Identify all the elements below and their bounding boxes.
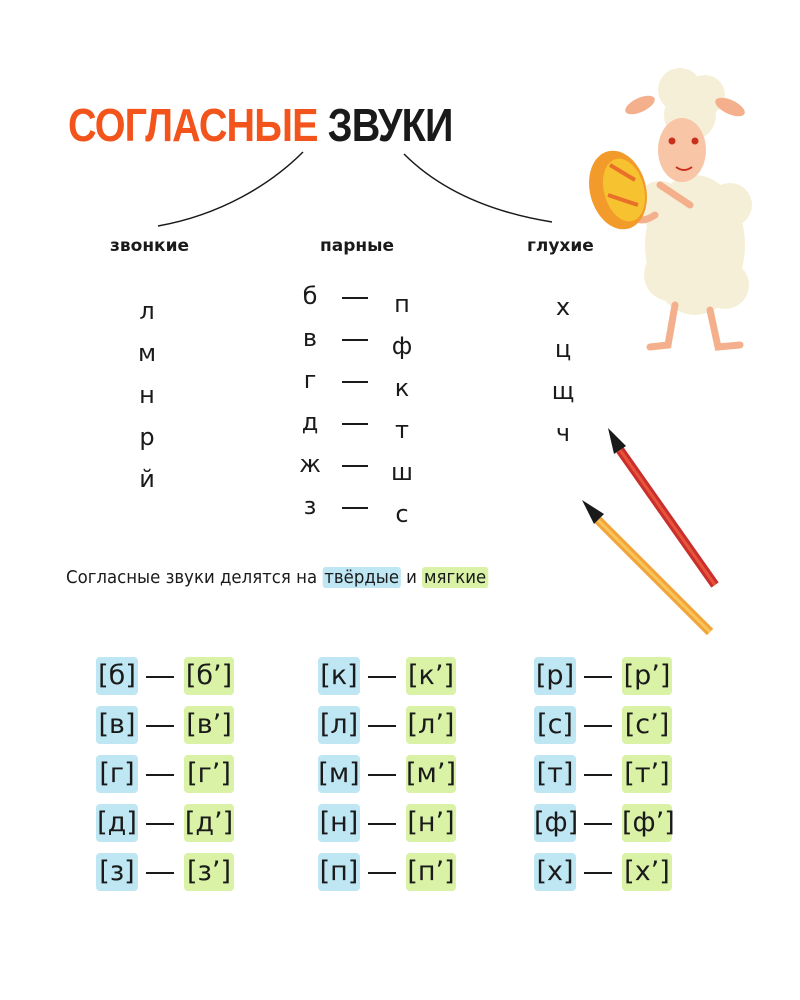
sound-pair-row xyxy=(96,804,246,844)
paired-voiceless-letter: с xyxy=(395,500,409,528)
pair-dash xyxy=(342,423,368,425)
pair-dash xyxy=(146,872,174,874)
sound-pair-row xyxy=(96,657,246,697)
paired-voiceless-letter: ш xyxy=(391,458,413,486)
pair-dash xyxy=(146,676,174,678)
pair-dash xyxy=(342,339,368,341)
voiceless-letter: ц xyxy=(554,335,572,363)
hard-sound: [д] xyxy=(96,804,138,842)
heading-voiceless: глухие xyxy=(527,236,594,256)
paired-voiceless-letter: п xyxy=(394,290,410,318)
heading-voiced: звонкие xyxy=(110,236,190,256)
voiceless-letter: ч xyxy=(555,419,571,447)
letter-pair xyxy=(298,324,418,364)
paired-voiced-letter: з xyxy=(303,492,317,520)
pencils-illustration xyxy=(570,420,730,640)
pair-dash xyxy=(584,725,612,727)
pair-dash xyxy=(368,823,396,825)
paired-voiced-letter: ж xyxy=(299,450,321,478)
letter-pair xyxy=(298,450,418,490)
voiceless-letter: х xyxy=(555,293,571,321)
pair-dash xyxy=(584,774,612,776)
hard-sound: [к] xyxy=(318,657,360,695)
voiced-letter: м xyxy=(137,339,157,367)
soft-sound: [с’] xyxy=(622,706,672,744)
pair-dash xyxy=(342,297,368,299)
pair-dash xyxy=(584,676,612,678)
division-sentence xyxy=(66,567,488,588)
pair-dash xyxy=(368,725,396,727)
pair-dash xyxy=(584,823,612,825)
soft-sound: [р’] xyxy=(622,657,672,695)
pair-dash xyxy=(342,507,368,509)
voiced-letters-list xyxy=(132,290,162,500)
branch-line-left xyxy=(158,152,303,226)
soft-sound: [х’] xyxy=(622,853,672,891)
sound-pair-row xyxy=(318,804,468,844)
soft-sound: [н’] xyxy=(406,804,456,842)
pair-dash xyxy=(146,774,174,776)
hard-sound: [н] xyxy=(318,804,360,842)
hard-sound: [м] xyxy=(318,755,360,793)
pair-dash xyxy=(342,465,368,467)
hard-sound: [ф] xyxy=(534,804,576,842)
soft-sound: [п’] xyxy=(406,853,456,891)
voiced-letter: л xyxy=(139,297,155,325)
soft-sound: [к’] xyxy=(406,657,456,695)
heading-paired: парные xyxy=(320,236,395,256)
hard-sound: [б] xyxy=(96,657,138,695)
sound-pair-row xyxy=(96,755,246,795)
paired-voiceless-letter: ф xyxy=(391,332,413,360)
pair-dash xyxy=(368,872,396,874)
soft-sound: [з’] xyxy=(184,853,234,891)
soft-sound: [б’] xyxy=(184,657,234,695)
letter-pair xyxy=(298,282,418,322)
voiced-letter: й xyxy=(139,465,155,493)
soft-sound: [ф’] xyxy=(622,804,672,842)
hard-sound: [л] xyxy=(318,706,360,744)
soft-sound: [т’] xyxy=(622,755,672,793)
paired-voiceless-letter: к xyxy=(394,374,410,402)
letter-pair xyxy=(298,408,418,448)
hard-sound: [т] xyxy=(534,755,576,793)
paired-voiceless-letter: т xyxy=(395,416,409,444)
orange-pencil-illustration xyxy=(582,500,710,632)
hard-sound: [х] xyxy=(534,853,576,891)
sound-pair-row xyxy=(318,657,468,697)
sound-pair-row xyxy=(534,755,684,795)
hard-word: твёрдые xyxy=(324,567,400,588)
soft-sound: [в’] xyxy=(184,706,234,744)
letter-pair xyxy=(298,492,418,532)
sheep-illustration xyxy=(580,55,760,365)
pair-dash xyxy=(342,381,368,383)
paired-voiced-letter: б xyxy=(302,282,318,310)
sound-pair-row xyxy=(534,804,684,844)
hard-sound: [в] xyxy=(96,706,138,744)
sound-pair-row xyxy=(96,853,246,893)
soft-sound: [м’] xyxy=(406,755,456,793)
title-part-sounds: ЗВУКИ xyxy=(327,99,453,151)
paired-voiced-letter: д xyxy=(301,408,319,436)
sentence-conjunction: и xyxy=(406,567,417,588)
sound-pair-row xyxy=(318,706,468,746)
sound-pair-row xyxy=(96,706,246,746)
pair-dash xyxy=(368,774,396,776)
sound-pair-row xyxy=(534,853,684,893)
hard-sound: [з] xyxy=(96,853,138,891)
soft-sound: [л’] xyxy=(406,706,456,744)
pair-dash xyxy=(146,725,174,727)
sound-pair-row xyxy=(534,657,684,697)
sound-pair-row xyxy=(534,706,684,746)
soft-sound: [д’] xyxy=(184,804,234,842)
branch-line-right xyxy=(404,154,552,222)
hard-sound: [с] xyxy=(534,706,576,744)
voiceless-letter: щ xyxy=(551,377,575,405)
voiced-letter: н xyxy=(139,381,155,409)
title-part-consonant: СОГЛАСНЫЕ xyxy=(68,99,318,151)
soft-sound: [г’] xyxy=(184,755,234,793)
voiced-letter: р xyxy=(139,423,155,451)
pair-dash xyxy=(146,823,174,825)
soft-word: мягкие xyxy=(424,567,487,588)
hard-sound: [п] xyxy=(318,853,360,891)
letter-pair xyxy=(298,366,418,406)
paired-voiced-letter: в xyxy=(302,324,318,352)
hard-sound: [р] xyxy=(534,657,576,695)
red-pencil-illustration xyxy=(608,428,715,585)
sentence-prefix: Согласные звуки делятся на xyxy=(66,567,318,588)
sound-pair-row xyxy=(318,853,468,893)
paired-voiced-letter: г xyxy=(303,366,317,394)
pair-dash xyxy=(368,676,396,678)
sound-pair-row xyxy=(318,755,468,795)
hard-sound: [г] xyxy=(96,755,138,793)
pair-dash xyxy=(584,872,612,874)
